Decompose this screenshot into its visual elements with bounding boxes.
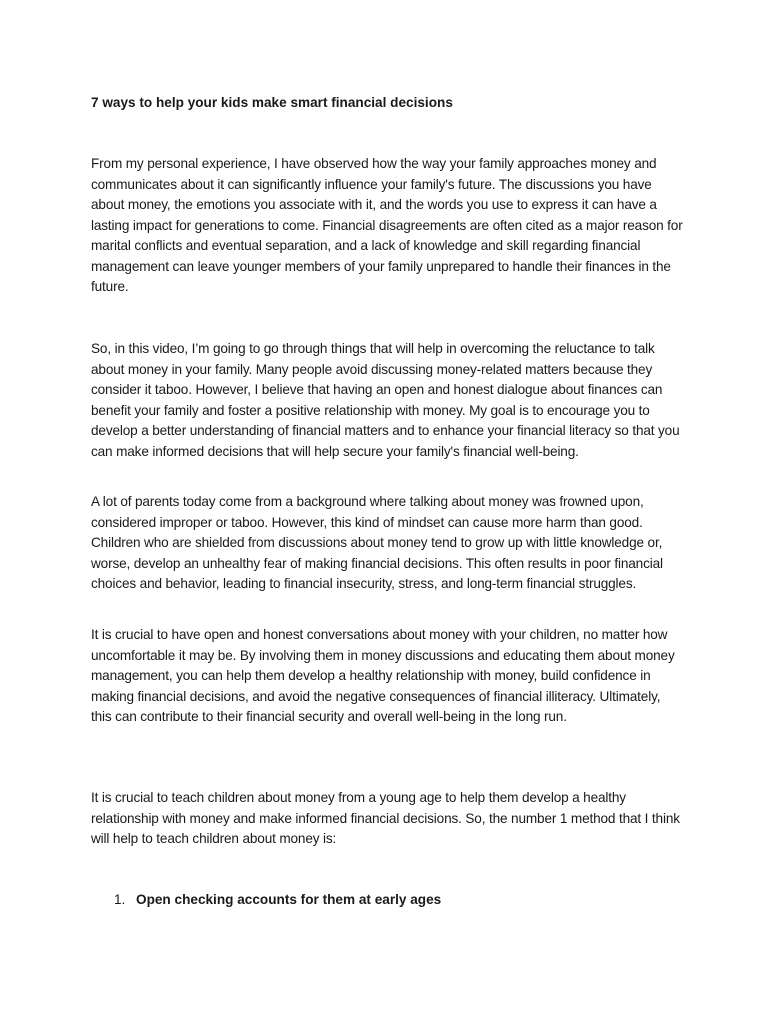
document-title: 7 ways to help your kids make smart financial decisions (91, 95, 453, 110)
paragraph-open-conversations: It is crucial to have open and honest conversations about money with your children, no matter how uncomfortable it may be. By involving them in money discussions and educating them about money management, you can help them develop a healthy relationship with money, build confidence in making financial decisions, and avoid the negative consequences of financial illiteracy. Ultimately, this can contribute to their financial security and overall well-being in the long run. (91, 627, 675, 724)
paragraph-teach-young: It is crucial to teach children about money from a young age to help them develop a healthy relationship with money and make informed financial decisions. So, the number 1 method that I think will help to teach children about money is: (91, 790, 680, 846)
paragraph-video-goal: So, in this video, I’m going to go through things that will help in overcoming the reluctance to talk about money in your family. Many people avoid discussing money-related matters because they consider it taboo. However, I believe that having an open and honest dialogue about finances can benefit your family and foster a positive relationship with money. My goal is to encourage you to develop a better understanding of financial matters and to enhance your financial literacy so that you can make informed decisions that will help secure your family's financial well-being. (91, 341, 680, 459)
list-item-number: 1. (114, 892, 126, 907)
list-item (114, 890, 441, 910)
paragraph-parents-background: A lot of parents today come from a background where talking about money was frowned upon, considered improper or taboo. However, this kind of mindset can cause more harm than good. Children who are shielded from discussions about money tend to grow up with little knowledge or, worse, develop an unhealthy fear of making financial decisions. This often results in poor financial choices and behavior, leading to financial insecurity, stress, and long-term financial struggles. (91, 494, 663, 591)
list-item-text: Open checking accounts for them at early ages (136, 892, 442, 907)
paragraph-intro: From my personal experience, I have observed how the way your family approaches money and communicates about it can significantly influence your family's future. The discussions you have about money, the emotions you associate with it, and the words you use to express it can have a lasting impact for generations to come. Financial disagreements are often cited as a major reason for marital conflicts and eventual separation, and a lack of knowledge and skill regarding financial management can leave younger members of your family unprepared to handle their finances in the future. (91, 156, 683, 294)
